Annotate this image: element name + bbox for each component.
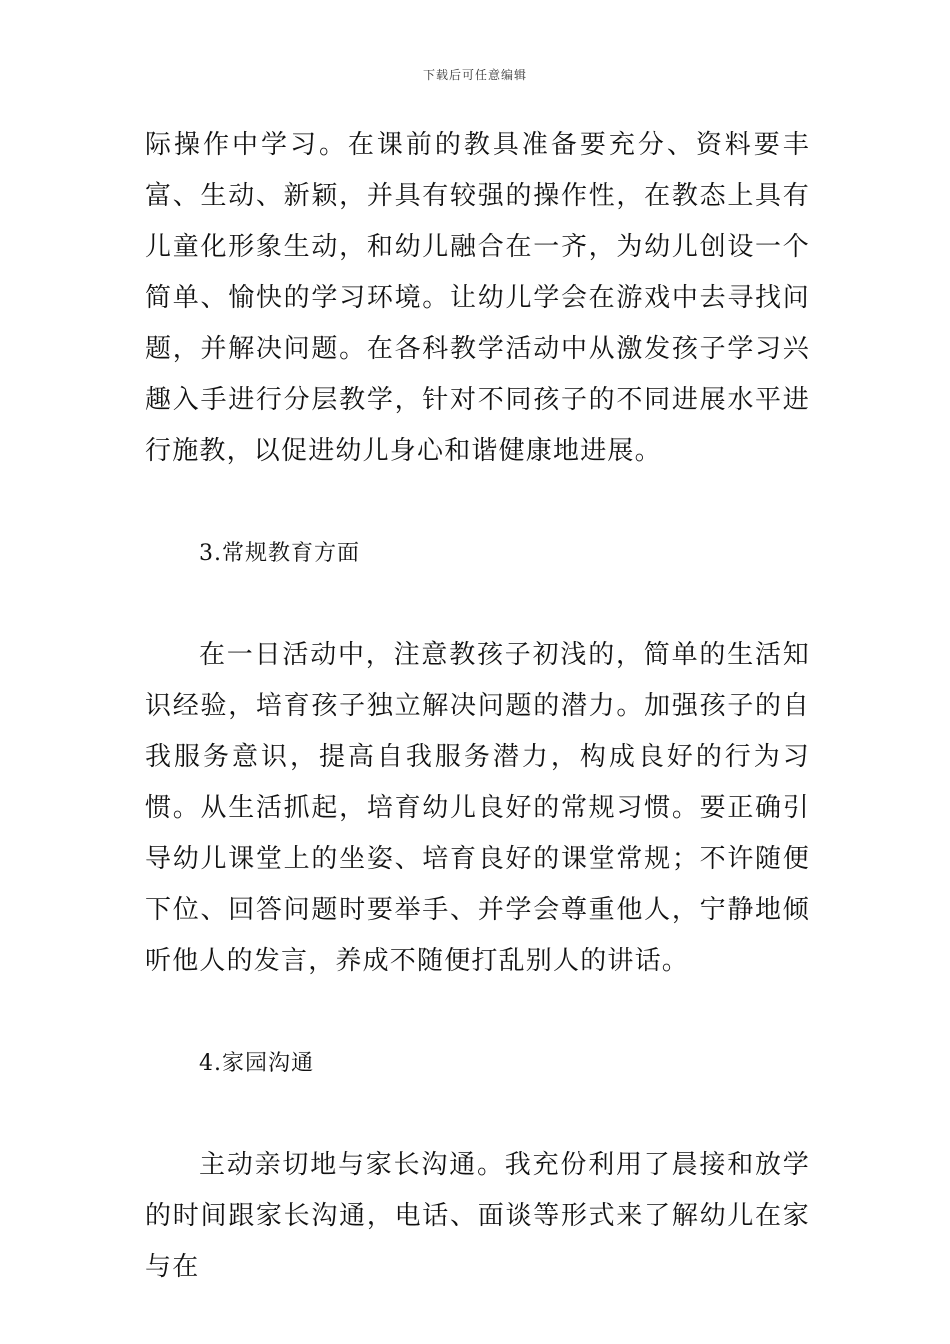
paragraph-routine-education: 在一日活动中，注意教孩子初浅的，简单的生活知识经验，培育孩子独立解决问题的潜力。加强孩子的自我服务意识，提高自我服务潜力，构成良好的行为习惯。从生活抓起，培育幼儿良好的常规习惯。要正确引导幼儿课堂上的坐姿、培育良好的课堂常规；不许随便下位、回答问题时要举手、并学会尊重他人，宁静地倾听他人的发言，养成不随便打乱别人的讲话。 [145, 640, 810, 976]
section-heading-3: 3.常规教育方面 [199, 541, 360, 566]
document-body [145, 120, 810, 1293]
page-header: 下载后可任意编辑 [422, 68, 527, 82]
paragraph-continuation: 际操作中学习。在课前的教具准备要充分、资料要丰富、生动、新颖，并具有较强的操作性，在教态上具有儿童化形象生动，和幼儿融合在一齐，为幼儿创设一个简单、愉快的学习环境。让幼儿学会在游戏中去寻找问题，并解决问题。在各科教学活动中从激发孩子学习兴趣入手进行分层教学，针对不同孩子的不同进展水平进行施教，以促进幼儿身心和谐健康地进展。 [145, 130, 810, 466]
section-heading-4: 4.家园沟通 [199, 1051, 314, 1076]
paragraph-home-communication: 主动亲切地与家长沟通。我充份利用了晨接和放学的时间跟家长沟通，电话、面谈等形式来了解幼儿在家与在 [145, 1150, 810, 1282]
